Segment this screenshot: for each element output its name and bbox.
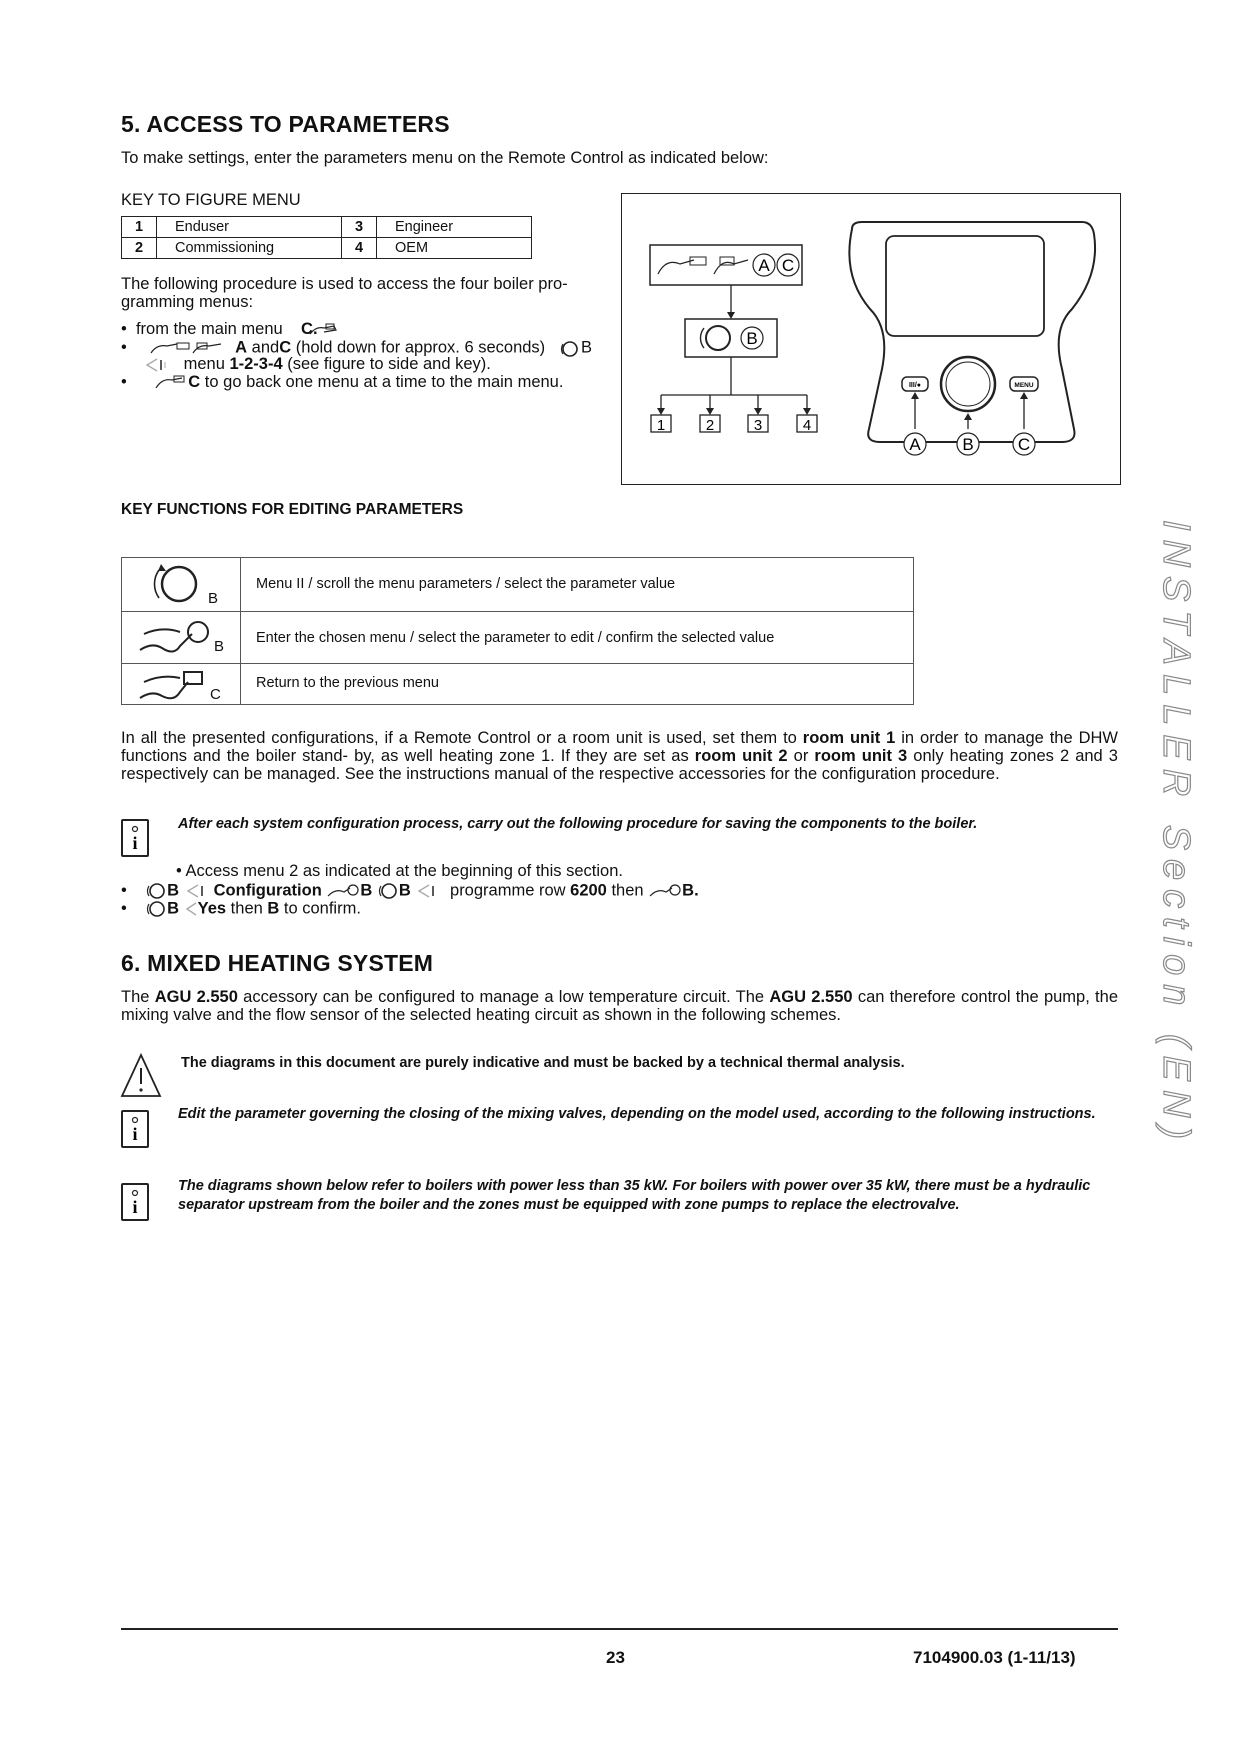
bullet: •: [121, 320, 127, 338]
section-6-paragraph: [121, 988, 1118, 1024]
key-letter: B: [214, 638, 225, 655]
key-function-text: Return to the previous menu: [256, 675, 439, 691]
key-table-row: [122, 217, 532, 238]
then-text: then: [226, 899, 268, 918]
procedure-line-1: The following procedure is used to access the four boiler pro-: [121, 275, 568, 293]
key-label: Engineer: [377, 217, 532, 238]
key-number: 1: [122, 217, 157, 238]
dial-icon: [700, 326, 730, 350]
footer-rule: [121, 1628, 1118, 1630]
info-icon: [121, 819, 149, 857]
key-icon-cell: [122, 558, 241, 611]
bullet-3-key-c: C: [188, 373, 201, 391]
key-b: B: [398, 881, 411, 900]
menu-box-label: 3: [753, 417, 763, 434]
procedure-line-2: gramming menus:: [121, 293, 254, 311]
svg-text:i: i: [132, 1197, 138, 1217]
key-function-row: [122, 663, 913, 704]
key-function-row: [122, 611, 913, 663]
info-icon: [121, 1110, 149, 1148]
configuration-paragraph: [121, 729, 1118, 783]
config-text: only heating zones 2 and 3 respectively can be managed. See the instructions manual of the respective accessories for the configuration procedure.: [121, 747, 1118, 783]
dial-icon: [122, 558, 240, 611]
key-label: Enduser: [157, 217, 342, 238]
procedure-text: [121, 275, 568, 311]
save-components-note: After each system configuration process, carry out the following procedure for saving the components to the boiler.: [178, 816, 978, 832]
config-text: or: [787, 747, 815, 765]
key-number: 3: [342, 217, 377, 238]
rotary-dial-b: [941, 357, 995, 411]
figure-label-c: C: [781, 256, 795, 275]
key-number: 4: [342, 238, 377, 259]
section-6-text: accessory can be configured to manage a low temperature circuit. The: [237, 988, 770, 1006]
menu-button-text: MENU: [1014, 382, 1034, 389]
bullet-2-tail: (see figure to side and key).: [282, 355, 491, 373]
bullet-3-text: to go back one menu at a time to the main menu.: [200, 373, 564, 391]
programme-row-text: programme row: [450, 881, 571, 900]
procedure-bullet-3: [121, 373, 563, 392]
procedure-bullet-1: [121, 320, 338, 338]
remote-control-figure: [621, 193, 1121, 485]
bullet: •: [121, 899, 127, 918]
bullet: •: [121, 373, 127, 391]
section-6-text: The: [121, 988, 155, 1006]
hand-press-button-icon: [122, 664, 240, 704]
agu-model: AGU 2.550: [769, 988, 853, 1006]
agu-model: AGU 2.550: [154, 988, 238, 1006]
bullet-2-menu-numbers: 1-2-3-4: [229, 355, 283, 373]
step-access-menu: • Access menu 2 as indicated at the beginning of this section.: [176, 862, 623, 880]
dial-icon: [145, 899, 167, 919]
bullet-1-key: C.: [301, 320, 318, 338]
key-number: 2: [122, 238, 157, 259]
scroll-arrow-icon: [184, 901, 198, 917]
step-2: [121, 899, 361, 919]
installer-section-label: [1150, 520, 1200, 1240]
menu-box-label: 2: [705, 417, 715, 434]
key-letter: C: [210, 686, 221, 703]
bullet-2-and: and: [247, 338, 280, 357]
configuration-menu-label: Configuration: [213, 881, 322, 900]
bullet-2-key-c: C: [279, 338, 292, 357]
display-screen: [886, 236, 1044, 336]
sidebar-text: INSTALLER Section (EN): [1155, 520, 1197, 1149]
confirm-text: to confirm.: [279, 899, 361, 918]
svg-text:i: i: [132, 1124, 138, 1144]
scroll-arrow-icon: [184, 883, 214, 899]
page-number: 23: [606, 1648, 625, 1667]
menu-box-label: 1: [656, 417, 666, 434]
key-b: B: [167, 881, 180, 900]
info-icon: [121, 1183, 149, 1221]
figure-label-b: B: [746, 329, 758, 348]
key-function-text: Enter the chosen menu / select the parameter to edit / confirm the selected value: [256, 630, 775, 646]
figure-diagram: [622, 194, 1120, 484]
key-table-title: KEY TO FIGURE MENU: [121, 191, 301, 209]
config-text: in order to manage the DHW functions and the boiler stand- by, as well heating zone 1. If they are set as: [121, 729, 1118, 765]
bullet-2-text: (hold down for approx. 6 seconds): [291, 338, 546, 357]
room-unit-1: room unit 1: [802, 729, 896, 747]
mixing-valves-note: Edit the parameter governing the closing of the mixing valves, depending on the model used, according to the following instructions.: [178, 1106, 1096, 1122]
then-text: then: [606, 881, 644, 900]
menu-box-label: 4: [802, 417, 812, 434]
scroll-arrow-icon: [143, 357, 179, 373]
hand-press-icon: [308, 322, 338, 338]
config-text: In all the presented configurations, if a Remote Control or a room unit is used, set them to: [121, 729, 803, 747]
key-functions-table: [121, 557, 914, 705]
hand-press-icon: [154, 374, 188, 392]
key-function-text: Menu II / scroll the menu parameters / select the parameter value: [256, 576, 676, 592]
section-6-title: 6. MIXED HEATING SYSTEM: [121, 950, 434, 976]
step-1: [121, 881, 699, 901]
key-b: B: [267, 899, 280, 918]
programme-row-number: 6200: [570, 881, 607, 900]
key-table-row: [122, 238, 532, 259]
key-letter: B: [208, 590, 219, 607]
bullet-2-key-b: B: [580, 338, 592, 357]
room-unit-3: room unit 3: [814, 747, 908, 765]
section-5-intro: To make settings, enter the parameters menu on the Remote Control as indicated below:: [121, 149, 769, 167]
button-label-c: C: [1017, 435, 1031, 454]
warning-icon: [119, 1052, 163, 1100]
dial-icon: [559, 338, 581, 358]
svg-text:III/●: III/●: [908, 382, 922, 389]
two-hands-press-icon: [658, 257, 748, 274]
yes-option: Yes: [197, 899, 227, 918]
key-label: Commissioning: [157, 238, 342, 259]
key-b: B: [167, 899, 180, 918]
button-label-a: A: [909, 435, 921, 454]
key-icon-cell: [122, 612, 241, 663]
key-table: [121, 216, 532, 259]
button-label-b: B: [962, 435, 974, 454]
bullet-2-menu: menu: [183, 355, 230, 373]
key-icon-cell: [122, 664, 241, 704]
diagrams-warning: The diagrams in this document are purely indicative and must be backed by a technical thermal analysis.: [181, 1055, 905, 1071]
key-function-row: [122, 558, 913, 611]
hand-press-dial-icon: [326, 882, 360, 900]
scroll-arrow-icon: [415, 883, 445, 899]
hand-press-dial-icon: [648, 882, 682, 900]
key-b: B.: [682, 881, 699, 900]
svg-text:i: i: [132, 833, 138, 853]
figure-label-a: A: [758, 256, 770, 275]
bullet: •: [121, 338, 127, 357]
key-functions-title: KEY FUNCTIONS FOR EDITING PARAMETERS: [121, 501, 464, 518]
bullet-2-key-a: A: [235, 338, 248, 357]
dial-icon: [145, 881, 167, 901]
procedure-bullet-2-cont: [143, 355, 491, 373]
key-label: OEM: [377, 238, 532, 259]
section-6-text: can therefore control the pump, the mixing valve and the flow sensor of the selected heating circuit as shown in the following schemes.: [121, 988, 1118, 1024]
two-hands-press-icon: [141, 340, 231, 356]
bullet: •: [121, 881, 127, 900]
boiler-power-note: The diagrams shown below refer to boilers with power less than 35 kW. For boilers with power over 35 kW, there must be a hydraulic separator upstream from the boiler and the zones must be equipped with zone pumps to replace the electrovalve.: [178, 1178, 1091, 1213]
room-unit-2: room unit 2: [694, 747, 788, 765]
dial-icon: [377, 881, 399, 901]
document-code: 7104900.03 (1-11/13): [913, 1648, 1076, 1667]
bullet-1-text: from the main menu: [135, 320, 283, 338]
section-5-title: 5. ACCESS TO PARAMETERS: [121, 111, 450, 137]
key-b: B: [360, 881, 373, 900]
